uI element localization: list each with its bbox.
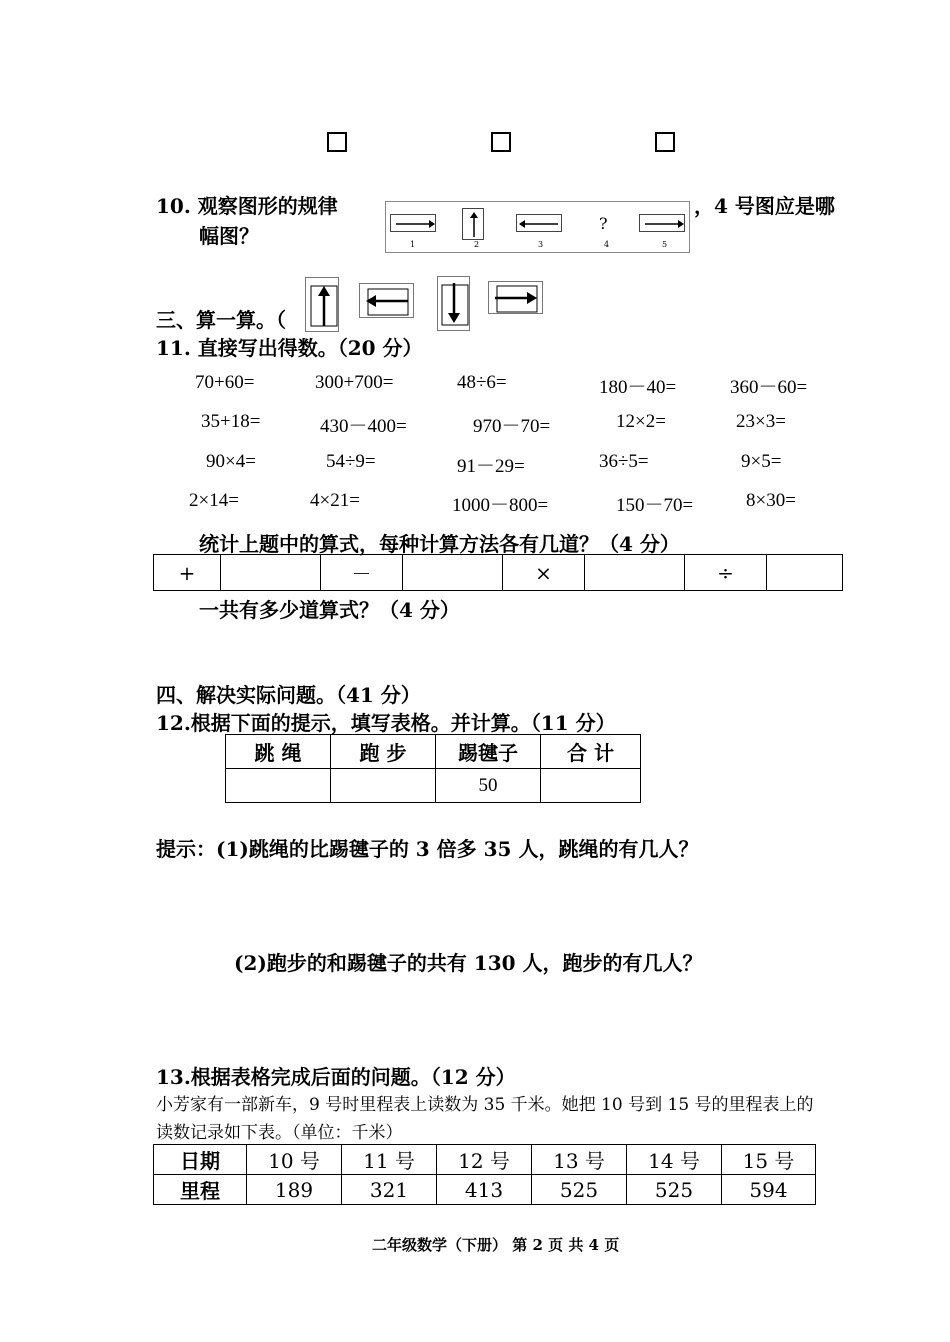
- date-12: 12 号: [437, 1145, 532, 1175]
- activity-table: [225, 734, 641, 803]
- option-down-arrow[interactable]: [437, 276, 470, 331]
- up-arrow-icon: [306, 278, 340, 333]
- answer-box-1[interactable]: [327, 132, 347, 152]
- calc-3-2: 54÷9=: [326, 451, 376, 472]
- option-right-arrow[interactable]: [488, 281, 543, 314]
- operation-count-table: [153, 554, 843, 591]
- value-shuttlecock: 50: [436, 769, 541, 803]
- option-left-arrow[interactable]: [359, 283, 414, 318]
- answer-box-2[interactable]: [491, 132, 511, 152]
- value-total[interactable]: [541, 769, 641, 803]
- calc-2-4: 12×2=: [616, 411, 666, 432]
- mileage-12: 413: [437, 1175, 532, 1205]
- mileage-11: 321: [342, 1175, 437, 1205]
- figure-5: [639, 214, 685, 232]
- q10-label: 10. 观察图形的规律: [156, 194, 338, 218]
- mileage-13: 525: [532, 1175, 627, 1205]
- strip-number-2: 2: [474, 240, 480, 249]
- strip-number-3: 3: [538, 240, 544, 249]
- hint-2: (2)跑步的和踢毽子的共有 130 人，跑步的有几人？: [234, 951, 703, 975]
- calc-3-4: 36÷5=: [599, 451, 649, 472]
- section4-title: 四、解决实际问题。（41 分）: [156, 683, 421, 707]
- calc-1-4: 180－40=: [599, 377, 677, 398]
- option-up-arrow[interactable]: [305, 277, 339, 332]
- strip-number-4: 4: [604, 240, 610, 249]
- calc-3-5: 9×5=: [741, 451, 782, 472]
- q12-title: 12.根据下面的提示，填写表格。并计算。（11 分）: [156, 711, 616, 735]
- up-arrow-icon: [463, 209, 485, 241]
- left-arrow-icon: [517, 215, 563, 233]
- calc-1-5: 360－60=: [730, 377, 808, 398]
- calc-1-3: 48÷6=: [457, 372, 507, 393]
- header-run: 跑 步: [331, 735, 436, 769]
- header-shuttlecock: 踢毽子: [436, 735, 541, 769]
- op-plus: +: [154, 555, 221, 591]
- q11-title: 11. 直接写出得数。（20 分）: [156, 336, 423, 360]
- calc-4-4: 150－70=: [616, 495, 694, 516]
- op-divide: ÷: [685, 555, 767, 591]
- mileage-10: 189: [247, 1175, 342, 1205]
- count-minus[interactable]: [403, 555, 503, 591]
- q13-title: 13.根据表格完成后面的问题。（12 分）: [156, 1065, 516, 1089]
- calc-3-3: 91－29=: [457, 456, 525, 477]
- stat-prompt: 统计上题中的算式，每种计算方法各有几道？（4 分）: [199, 532, 680, 556]
- header-rope: 跳 绳: [226, 735, 331, 769]
- q10-suffix: ，4 号图应是哪: [694, 194, 835, 218]
- date-label: 日期: [154, 1145, 247, 1175]
- right-arrow-icon: [391, 215, 437, 233]
- date-10: 10 号: [247, 1145, 342, 1175]
- question-mark: ?: [599, 214, 608, 233]
- mileage-table: [153, 1144, 816, 1205]
- pattern-strip: [385, 201, 690, 253]
- calc-4-3: 1000－800=: [452, 495, 549, 516]
- count-divide[interactable]: [767, 555, 843, 591]
- right-arrow-icon: [640, 215, 686, 233]
- section3-title: 三、算一算。（: [156, 308, 286, 332]
- mileage-14: 525: [627, 1175, 722, 1205]
- hint-1: 提示：(1)跳绳的比踢毽子的 3 倍多 35 人，跳绳的有几人？: [156, 837, 699, 861]
- value-run[interactable]: [331, 769, 436, 803]
- date-11: 11 号: [342, 1145, 437, 1175]
- figure-3: [516, 214, 562, 232]
- op-times: ×: [503, 555, 585, 591]
- op-minus: －: [321, 555, 403, 591]
- date-13: 13 号: [532, 1145, 627, 1175]
- calc-4-5: 8×30=: [746, 490, 796, 511]
- total-prompt: 一共有多少道算式？（4 分）: [199, 598, 460, 622]
- value-rope[interactable]: [226, 769, 331, 803]
- strip-number-1: 1: [410, 240, 416, 249]
- calc-3-1: 90×4=: [206, 451, 256, 472]
- q13-desc-1: 小芳家有一部新车，9 号时里程表上读数为 35 千米。她把 10 号到 15 号的里程表上的: [156, 1095, 814, 1115]
- count-plus[interactable]: [221, 555, 321, 591]
- right-arrow-icon: [489, 282, 544, 315]
- mileage-label: 里程: [154, 1175, 247, 1205]
- calc-1-1: 70+60=: [195, 372, 255, 393]
- calc-2-3: 970－70=: [473, 416, 551, 437]
- left-arrow-icon: [360, 284, 415, 319]
- date-14: 14 号: [627, 1145, 722, 1175]
- calc-2-2: 430－400=: [320, 416, 407, 437]
- date-15: 15 号: [722, 1145, 816, 1175]
- figure-1: [390, 214, 436, 232]
- header-total: 合 计: [541, 735, 641, 769]
- answer-box-3[interactable]: [655, 132, 675, 152]
- calc-2-5: 23×3=: [736, 411, 786, 432]
- calc-1-2: 300+700=: [315, 372, 394, 393]
- count-times[interactable]: [585, 555, 685, 591]
- calc-4-2: 4×21=: [310, 490, 360, 511]
- figure-2: [462, 208, 484, 240]
- calc-4-1: 2×14=: [189, 490, 239, 511]
- page-footer: 二年级数学（下册） 第 2 页 共 4 页: [372, 1236, 620, 1254]
- q13-desc-2: 读数记录如下表。（单位：千米）: [156, 1123, 403, 1143]
- calc-2-1: 35+18=: [201, 411, 261, 432]
- q10-line2: 幅图？: [199, 224, 259, 248]
- mileage-15: 594: [722, 1175, 816, 1205]
- strip-number-5: 5: [662, 240, 668, 249]
- down-arrow-icon: [438, 277, 471, 332]
